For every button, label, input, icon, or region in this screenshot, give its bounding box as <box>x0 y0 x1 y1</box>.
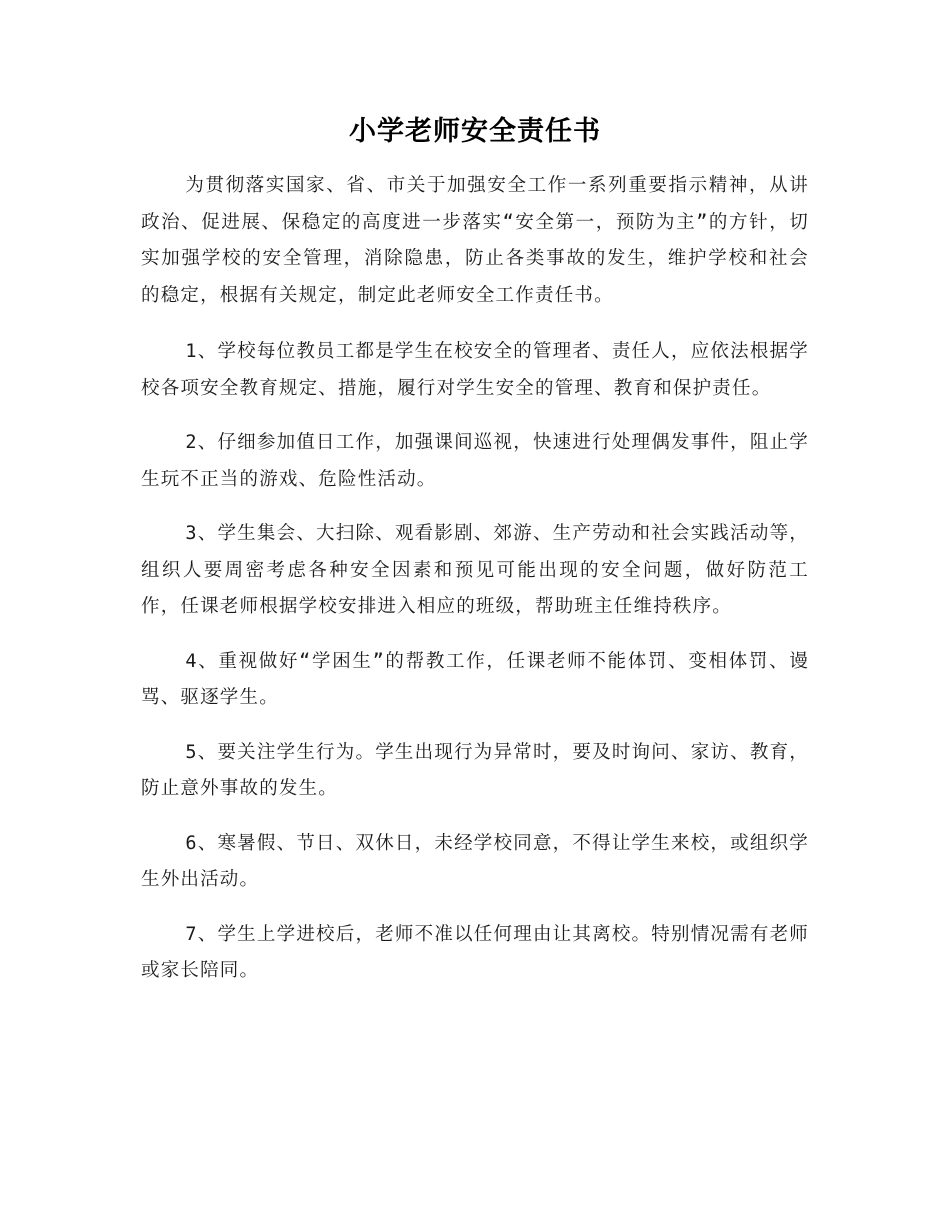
clause-1: 1、学校每位教员工都是学生在校安全的管理者、责任人，应依法根据学校各项安全教育规定、措施，履行对学生安全的管理、教育和保护责任。 <box>141 341 809 399</box>
clause-3: 3、学生集会、大扫除、观看影剧、郊游、生产劳动和社会实践活动等，组织人要周密考虑各种安全因素和预见可能出现的安全问题，做好防范工作，任课老师根据学校安排进入相应的班级，帮助班主任维持秩序。 <box>141 523 809 617</box>
clause-4: 4、重视做好“学困生”的帮教工作，任课老师不能体罚、变相体罚、谩骂、驱逐学生。 <box>141 650 809 708</box>
clause-2: 2、仔细参加值日工作，加强课间巡视，快速进行处理偶发事件，阻止学生玩不正当的游戏、危险性活动。 <box>141 432 809 490</box>
page-title: 小学老师安全责任书 <box>349 116 601 147</box>
clause-5: 5、要关注学生行为。学生出现行为异常时，要及时询问、家访、教育，防止意外事故的发生。 <box>141 741 809 799</box>
clause-6: 6、寒暑假、节日、双休日，未经学校同意，不得让学生来校，或组织学生外出活动。 <box>141 832 809 890</box>
intro-paragraph: 为贯彻落实国家、省、市关于加强安全工作一系列重要指示精神，从讲政治、促进展、保稳定的高度进一步落实“安全第一，预防为主”的方针，切实加强学校的安全管理，消除隐患，防止各类事故的发生，维护学校和社会的稳定，根据有关规定，制定此老师安全工作责任书。 <box>141 175 809 306</box>
clause-7: 7、学生上学进校后，老师不准以任何理由让其离校。特别情况需有老师或家长陪同。 <box>141 923 809 981</box>
document-body <box>141 168 809 1008</box>
